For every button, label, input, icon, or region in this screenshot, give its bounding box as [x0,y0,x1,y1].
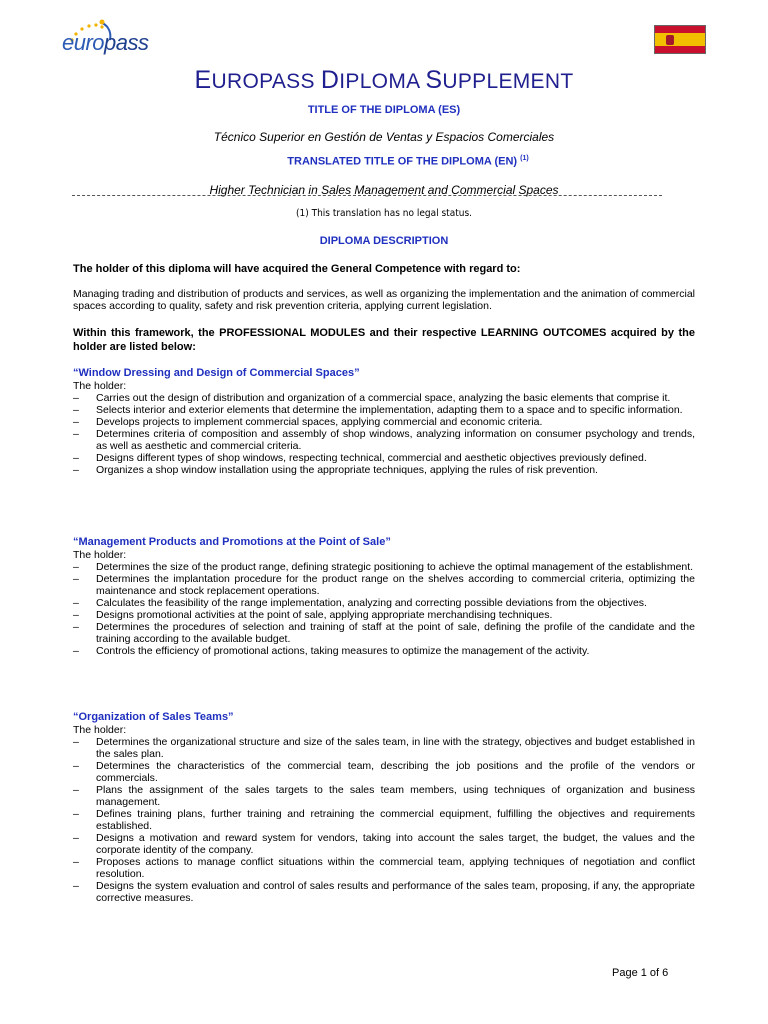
page-title: EUROPASS DIPLOMA SUPPLEMENT [194,66,574,94]
holder-label: The holder: [73,380,127,392]
title-es: Técnico Superior en Gestión de Ventas y Espacios Comerciales [213,130,555,144]
module-section [73,711,695,904]
description-label: DIPLOMA DESCRIPTION [319,235,449,247]
module-section [73,367,695,476]
list-item: – Determines the procedures of selection and training of staff at the point of sale, defining the profile of the candidate and the training according to the available budget. [73,621,695,645]
list-item: – Designs promotional activities at the point of sale, applying appropriate merchandising techniques. [73,609,695,621]
list-item: – Carries out the design of distribution and organization of a commercial space, analyzing the basic elements that comprise it. [73,392,695,404]
divider [72,195,662,196]
list-item: – Defines training plans, further training and retraining the commercial equipment, fulfilling the objectives and requirements established. [73,808,695,832]
list-item: – Designs different types of shop windows, respecting technical, commercial and aesthetic objectives previously defined. [73,452,695,464]
outcome-list [73,561,695,657]
list-item: – Selects interior and exterior elements that determine the implementation, adapting them to a space and to specific information. [73,404,695,416]
module-section [73,536,695,657]
holder-label: The holder: [73,724,127,736]
translation-note: (1) This translation has no legal status. [295,208,472,219]
module-title: “Window Dressing and Design of Commercial Spaces” [73,367,360,379]
framework-text: Within this framework, the PROFESSIONAL MODULES and their respective LEARNING OUTCOMES acquired by the holder are listed below: [73,327,695,353]
list-item: – Calculates the feasibility of the range implementation, analyzing and correcting possible deviations from the objectives. [73,597,695,609]
list-item: – Organizes a shop window installation using the appropriate techniques, applying the rules of risk prevention. [73,464,695,476]
list-item: – Proposes actions to manage conflict situations within the commercial team, applying techniques of negotiation and conflict resolution. [73,856,695,880]
list-item: – Determines the implantation procedure for the product range on the shelves according to commercial criteria, optimizing the maintenance and stock replacement operations. [73,573,695,597]
competence-text: Managing trading and distribution of products and services, as well as organizing the implementation and the animation of commercial spaces according to quality, safety and risk prevention criteria, applying current legislation. [73,288,695,312]
list-item: – Determines the characteristics of the commercial team, describing the job positions and the profile of the vendors or commercials. [73,760,695,784]
page-number: Page 1 of 6 [612,967,669,979]
outcome-list [73,392,695,476]
list-item: – Determines the size of the product range, defining strategic positioning to achieve the optimal management of the establishment. [73,561,695,573]
title-en: Higher Technician in Sales Management and Commercial Spaces [209,183,559,197]
list-item: – Determines the organizational structure and size of the sales team, in line with the strategy, objectives and budget established in the sales plan. [73,736,695,760]
module-title: “Organization of Sales Teams” [73,711,234,723]
list-item: – Controls the efficiency of promotional actions, taking measures to optimize the management of the activity. [73,645,695,657]
competence-heading: The holder of this diploma will have acquired the General Competence with regard to: [73,263,521,275]
title-es-label: TITLE OF THE DIPLOMA (ES) [307,104,461,116]
list-item: – Determines criteria of composition and assembly of shop windows, analyzing information on consumer psychology and trends, as well as aesthetic and commercial criteria. [73,428,695,452]
title-en-label: TRANSLATED TITLE OF THE DIPLOMA (EN) $^{(1)}$ [287,155,529,168]
list-item: – Develops projects to implement commercial spaces, applying commercial and economic criteria. [73,416,695,428]
list-item: – Plans the assignment of the sales targets to the sales team members, using techniques of organization and business management. [73,784,695,808]
list-item: – Designs the system evaluation and control of sales results and performance of the sales team, proposing, if any, the appropriate corrective measures. [73,880,695,904]
module-title: “Management Products and Promotions at the Point of Sale” [73,536,391,548]
holder-label: The holder: [73,549,127,561]
spain-flag-icon [654,25,706,54]
outcome-list [73,736,695,904]
europass-logo [62,18,174,66]
list-item: – Designs a motivation and reward system for vendors, taking into account the sales target, the budget, the values and the corporate identity of the company. [73,832,695,856]
logo-wordmark: europass [62,30,149,55]
